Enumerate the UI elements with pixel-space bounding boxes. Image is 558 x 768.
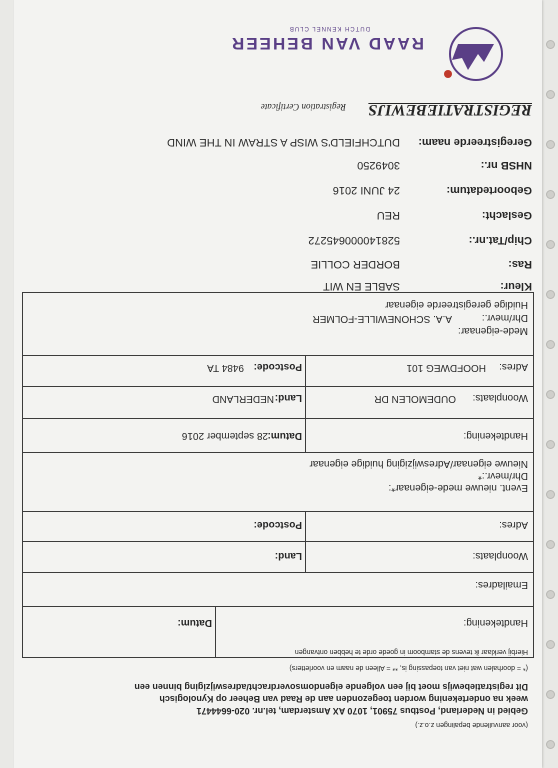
color-label: Kleur:: [500, 280, 532, 292]
dob-label: Geboortedatum:: [446, 184, 532, 196]
rotated-content: [14, 0, 542, 768]
brand-subtitle: DUTCH KENNEL CLUB: [288, 25, 370, 31]
divider: [305, 542, 306, 573]
binder-hole: [546, 390, 555, 399]
brand-name: RAAD VAN BEHEER: [229, 34, 424, 53]
owner-postcode-value: 9484 TA: [207, 362, 244, 373]
divider: [305, 512, 306, 542]
divider: [23, 452, 534, 453]
new-date-label[interactable]: Datum:: [177, 617, 212, 628]
divider: [23, 386, 534, 387]
declaration-text: Hierbij verklaar ik tevens de stamboom in goede orde te hebben ontvangen: [294, 648, 528, 655]
new-country-label[interactable]: Land:: [274, 550, 302, 561]
coowner-label: Mede-eigenaar:: [457, 325, 528, 336]
owner-country-value: NEDERLAND: [212, 393, 274, 404]
reg-name-label: Geregistreerde naam:: [418, 136, 532, 148]
footer-line-3: Gebied in Nederland, Postbus 75901, 1070 AX Amsterdam, tel.nr. 020-6644471: [196, 706, 528, 716]
binder-hole: [546, 490, 555, 499]
owner-name-label: Dhr/mevr.:: [481, 312, 528, 323]
breed-label: Ras:: [508, 258, 532, 270]
divider: [23, 572, 534, 573]
owner-date-label: Datum:: [267, 430, 302, 441]
owner-city-value: OUDEMOLEN DR: [374, 393, 456, 404]
binder-hole: [546, 290, 555, 299]
chip-value: 528140000645272: [308, 234, 400, 246]
footer-line-4: (voor aanvullende bepalingen z.o.z.): [415, 721, 528, 728]
owner-country-label: Land:: [274, 392, 302, 403]
footer-line-2: week na ondertekening worden toegezonden aan de Raad van Beheer op Kynologisch: [159, 694, 528, 704]
binder-hole: [546, 90, 555, 99]
owner-signature-label: Handtekening:: [463, 430, 528, 441]
divider: [23, 418, 534, 419]
binder-hole: [546, 440, 555, 449]
nhsb-label: NHSB nr.:: [480, 159, 532, 171]
owner-address-label: Adres:: [499, 361, 528, 372]
new-coowner-label[interactable]: Event. nieuwe mede-eigenaar*:: [388, 482, 528, 493]
divider: [23, 511, 534, 512]
certificate-title: REGISTRATIEBEWIJS: [368, 101, 532, 118]
binder-hole: [546, 240, 555, 249]
binder-hole: [546, 40, 555, 49]
new-email-label[interactable]: Emailadres:: [475, 579, 528, 590]
sex-value: REU: [376, 209, 400, 221]
owner-city-label: Woonplaats:: [472, 392, 528, 403]
binder-hole: [546, 540, 555, 549]
binder-hole: [546, 740, 555, 749]
divider: [305, 387, 306, 419]
certificate-sheet: [14, 0, 542, 768]
reg-name-value: DUTCHFIELD'S WISP A STRAW IN THE WIND: [167, 136, 400, 148]
color-value: SABLE EN WIT: [322, 280, 400, 292]
binder-hole: [546, 140, 555, 149]
binder-holes: [542, 0, 558, 768]
binder-hole: [546, 690, 555, 699]
divider: [23, 541, 534, 542]
binder-hole: [546, 640, 555, 649]
dob-value: 24 JUNI 2016: [332, 184, 400, 196]
divider: [215, 607, 216, 657]
owner-header: Huidige geregistreerde eigenaar: [385, 299, 528, 310]
divider: [305, 419, 306, 453]
kennel-club-logo: [434, 22, 508, 84]
binder-hole: [546, 590, 555, 599]
breed-value: BORDER COLLIE: [310, 258, 400, 270]
new-owner-name-label[interactable]: Dhr/mevr.:*: [477, 470, 528, 481]
owner-postcode-label: Postcode:: [253, 361, 302, 372]
new-signature-label[interactable]: Handtekening:: [463, 617, 528, 628]
new-postcode-label[interactable]: Postcode:: [253, 519, 302, 530]
footer-line-1: Dit registratiebewijs moet bij een volgende eigendomsoverdracht/adreswijziging binnen een: [134, 682, 528, 692]
asterisk-note: (* = doorhalen wat niet van toepassing is, ** = Alleen de naam en voorletters): [289, 664, 528, 671]
ownership-form: [22, 292, 534, 658]
owner-address-value: HOOFDWEG 101: [406, 362, 486, 373]
divider: [305, 355, 306, 387]
new-address-label[interactable]: Adres:: [499, 519, 528, 530]
nhsb-value: 3049250: [357, 159, 400, 171]
new-city-label[interactable]: Woonplaats:: [472, 550, 528, 561]
owner-date-value: 28 september 2016: [181, 430, 268, 441]
divider: [23, 355, 534, 356]
owner-name-value: A.A. SCHONEWILLE-FOLMER: [312, 313, 452, 324]
sex-label: Geslacht:: [481, 209, 532, 221]
chip-label: Chip/Tat.nr.:: [468, 234, 532, 246]
certificate-subtitle: Registration Certificate: [260, 102, 346, 112]
divider: [23, 606, 534, 607]
new-owner-heading: Nieuwe eigenaar/Adreswijziging huidige eigenaar: [309, 458, 528, 469]
binder-hole: [546, 340, 555, 349]
binder-hole: [546, 190, 555, 199]
